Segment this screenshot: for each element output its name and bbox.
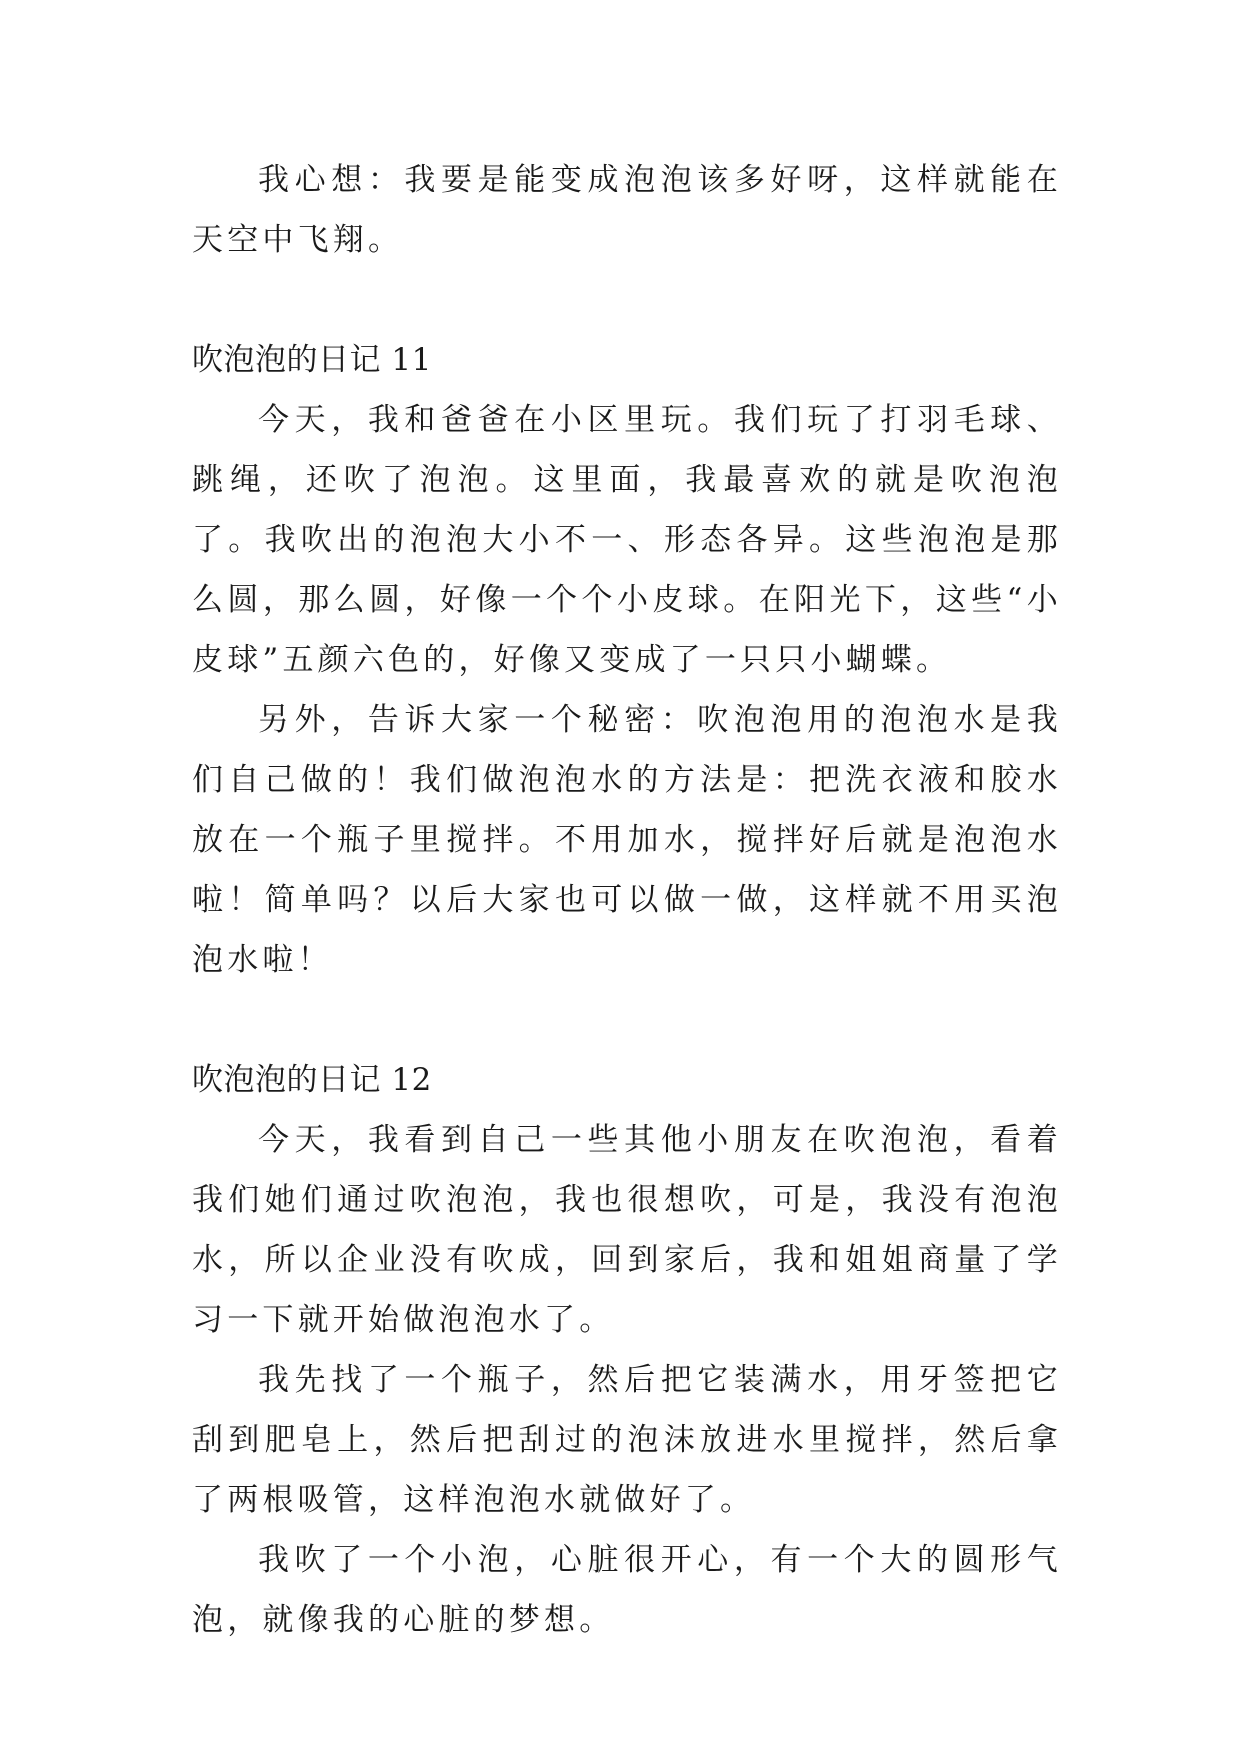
section-title: 吹泡泡的日记 12 (192, 1062, 432, 1098)
paragraph: 另外，告诉大家一个秘密：吹泡泡用的泡泡水是我们自己做的！我们做泡泡水的方法是：把洗衣液和胶水放在一个瓶子里搅拌。不用加水，搅拌好后就是泡泡水啦！简单吗？以后大家也可以做一做，这样就不用买泡泡水啦！ (192, 702, 1062, 978)
paragraph: 我先找了一个瓶子，然后把它装满水，用牙签把它刮到肥皂上，然后把刮过的泡沫放进水里搅拌，然后拿了两根吸管，这样泡泡水就做好了。 (192, 1362, 1062, 1518)
section-title: 吹泡泡的日记 11 (192, 342, 432, 378)
intro-paragraph: 我心想：我要是能变成泡泡该多好呀，这样就能在天空中飞翔。 (192, 162, 1062, 258)
paragraph: 今天，我和爸爸在小区里玩。我们玩了打羽毛球、跳绳，还吹了泡泡。这里面，我最喜欢的就是吹泡泡了。我吹出的泡泡大小不一、形态各异。这些泡泡是那么圆，那么圆，好像一个个小皮球。在阳光下，这些“小皮球”五颜六色的，好像又变成了一只只小蝴蝶。 (192, 402, 1062, 678)
section-spacer (192, 990, 1062, 1050)
section-spacer (192, 270, 1062, 330)
paragraph: 今天，我看到自己一些其他小朋友在吹泡泡，看着我们她们通过吹泡泡，我也很想吹，可是，我没有泡泡水，所以企业没有吹成，回到家后，我和姐姐商量了学习一下就开始做泡泡水了。 (192, 1122, 1062, 1338)
diary-section-11 (192, 330, 1062, 990)
document-body (192, 150, 1062, 1650)
diary-section-12 (192, 1050, 1062, 1650)
paragraph: 我吹了一个小泡，心脏很开心，有一个大的圆形气泡，就像我的心脏的梦想。 (192, 1542, 1062, 1638)
